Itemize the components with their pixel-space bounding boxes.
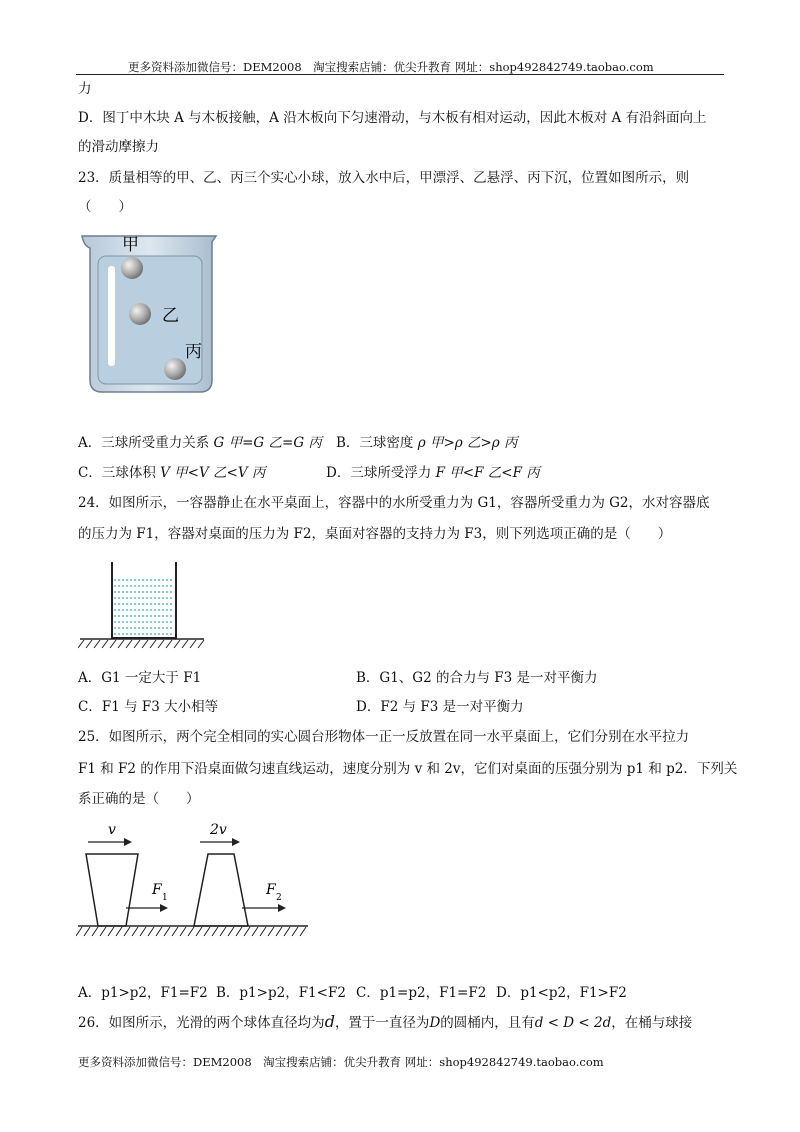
page-header: 更多资料添加微信号：DEM2008 淘宝搜索店铺：优尖升教育 网址：shop492842749.taobao.com (128, 60, 654, 74)
label-v: v (108, 822, 116, 838)
q25-option-a: A．p1>p2，F1=F2 (78, 985, 208, 1001)
arrow-f2-icon (278, 904, 286, 912)
arrow-v2-icon (232, 838, 240, 846)
q24-option-a: A．G1 一定大于 F1 (78, 670, 202, 686)
ball-jia (121, 257, 143, 279)
q25-stem-line3: 系正确的是（ ） (78, 791, 200, 807)
frustum-figure (76, 818, 312, 942)
q25-option-b: B．p1>p2，F1<F2 (216, 985, 346, 1001)
q25-option-c: C．p1=p2，F1=F2 (356, 985, 487, 1001)
q22-option-d-line2: 的滑动摩擦力 (78, 139, 159, 155)
q23-stem-line1: 23．质量相等的甲、乙、丙三个实心小球，放入水中后，甲漂浮、乙悬浮、丙下沉，位置如图所示，则 (78, 170, 690, 186)
label-f2: F (266, 882, 276, 898)
label-yi: 乙 (162, 306, 179, 326)
q24-option-c: C．F1 与 F3 大小相等 (78, 699, 219, 715)
frustum-upright (194, 854, 248, 926)
q22-option-d-line1: D．图丁中木块 A 与木板接触，A 沿木板向下匀速滑动，与木板有相对运动，因此木板对 A 有沿斜面向上 (78, 110, 707, 126)
label-jia: 甲 (122, 235, 139, 255)
container-figure (78, 558, 208, 650)
ball-yi (129, 303, 151, 325)
label-bing: 丙 (185, 342, 202, 362)
q23-option-d: D．三球所受浮力 F 甲<F 乙<F 丙 (326, 465, 540, 481)
q23-option-c: C．三球体积 V 甲<V 乙<V 丙 (78, 465, 266, 481)
q24-stem-line1: 24．如图所示，一容器静止在水平桌面上，容器中的水所受重力为 G1，容器所受重力为 G2，水对容器底 (78, 495, 710, 511)
header-rule (76, 74, 724, 75)
ball-bing (164, 358, 186, 380)
container-walls (112, 562, 176, 638)
label-f2-sub: 2 (276, 893, 282, 903)
q24-option-d: D．F2 与 F3 是一对平衡力 (356, 699, 524, 715)
q23-option-b: B．三球密度 ρ 甲>ρ 乙>ρ 丙 (336, 435, 518, 451)
q23-stem-line2: （ ） (78, 199, 132, 215)
q24-option-b: B．G1、G2 的合力与 F3 是一对平衡力 (356, 670, 598, 686)
q26-stem: 26．如图所示，光滑的两个球体直径均为d，置于一直径为D的圆桶内，且有d < D < 2d，在桶与球接 (78, 1012, 693, 1031)
q25-option-d: D．p1<p2，F1>F2 (496, 985, 627, 1001)
label-f1-sub: 1 (162, 893, 168, 903)
q23-option-a: A．三球所受重力关系 G 甲=G 乙=G 丙 (78, 435, 322, 451)
q25-stem-line1: 25．如图所示，两个完全相同的实心圆台形物体一正一反放置在同一水平桌面上，它们分别在水平拉力 (78, 729, 690, 745)
q22-tail: 力 (78, 81, 92, 97)
label-2v: 2v (210, 822, 227, 838)
arrow-v1-icon (124, 838, 132, 846)
beaker-figure (78, 228, 228, 398)
q25-stem-line2: F1 和 F2 的作用下沿桌面做匀速直线运动，速度分别为 v 和 2v，它们对桌面的压强分别为 p1 和 p2．下列关 (78, 761, 738, 777)
page-footer: 更多资料添加微信号：DEM2008 淘宝搜索店铺：优尖升教育 网址：shop492842749.taobao.com (78, 1055, 604, 1069)
glass-highlight (108, 266, 115, 366)
q24-stem-line2: 的压力为 F1，容器对桌面的压力为 F2，桌面对容器的支持力为 F3，则下列选项正确的是（ ） (78, 526, 672, 542)
label-f1: F (152, 882, 162, 898)
arrow-f1-icon (160, 904, 168, 912)
frustum-inverted (86, 854, 138, 926)
